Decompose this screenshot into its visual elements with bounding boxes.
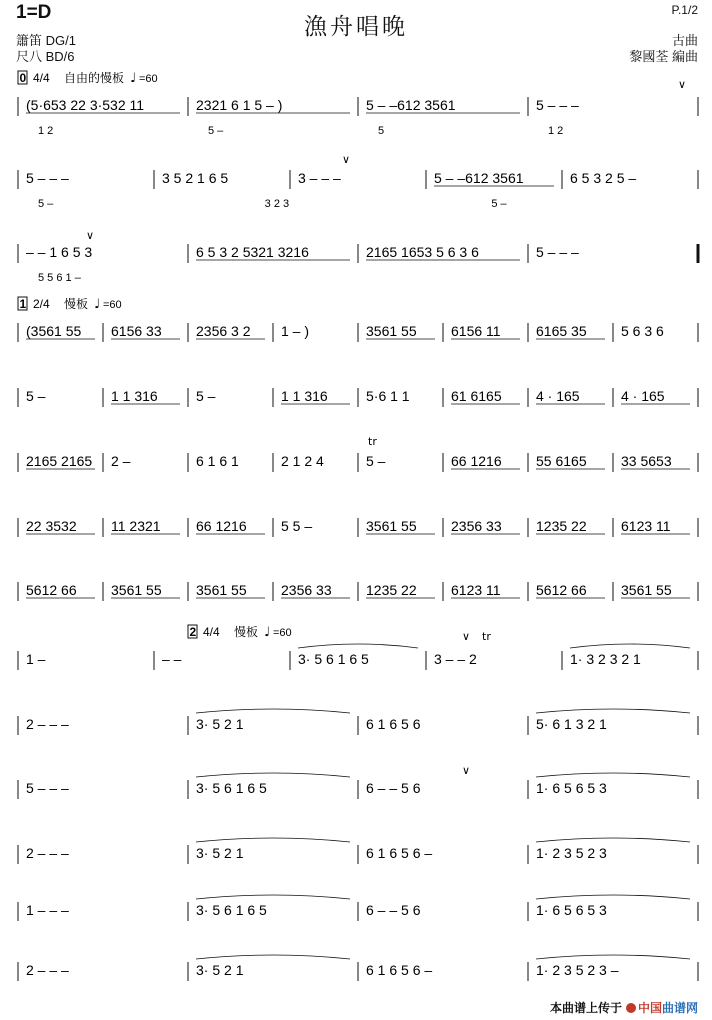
lower-voice: 1 2 [38,125,54,137]
measure-notes: 6123 11 [621,518,671,534]
section-mark: 0 [19,71,27,85]
slur [196,838,350,842]
measure-notes: 6 – – 5 6 [366,902,421,918]
measure-notes: 2356 3 2 [196,323,251,339]
page-number: P.1/2 [671,3,698,17]
measure-notes: 2 1 2 4 [281,453,324,469]
slur [536,773,690,777]
measure-notes: 1· 2 3 5 2 3 [536,845,607,861]
measure-notes: 3· 5 2 1 [196,962,244,978]
quarter-note-icon: ♩ [94,297,101,312]
measure-notes: 5 – –612 3561 [366,97,456,113]
measure-notes: 6 1 6 5 6 [366,716,421,732]
breath-mark: ∨ [462,630,471,643]
measure-notes: 3· 5 6 1 6 5 [298,651,369,667]
logo-part-2: 曲谱网 [661,1001,698,1015]
measure-notes: 3 – – 2 [434,651,477,667]
measure-notes: 6 1 6 5 6 – [366,962,433,978]
measure-notes: (3561 55 [26,323,82,339]
measure-notes: 3· 5 2 1 [196,845,244,861]
measure-notes: 3· 5 6 1 6 5 [196,902,267,918]
quarter-note-icon: ♩ [130,71,137,86]
slur [536,709,690,713]
measure-notes: 6123 11 [451,582,501,598]
measure-notes: 2356 33 [281,582,332,598]
measure-notes: 3561 55 [366,518,417,534]
measure-notes: 1 1 316 [281,388,328,404]
measure-notes: 5· 6 1 3 2 1 [536,716,607,732]
measure-notes: 66 1216 [196,518,247,534]
measure-notes: 1 – [26,651,46,667]
slur [536,838,690,842]
site-logo[interactable] [626,999,698,1016]
tempo-text: 慢板 [64,297,89,311]
lower-voice: 5 [378,125,385,137]
measure-notes: – – [162,651,182,667]
measure-notes: 5 – – – [26,170,69,186]
measure-notes: 5 – [196,388,216,404]
measure-notes: 3· 5 2 1 [196,716,244,732]
logo-part-1: 中国 [637,1001,662,1015]
measure-notes: 1 1 316 [111,388,158,404]
instrument-line-2: 尺八 BD/6 [16,49,75,64]
slur [196,709,350,713]
lower-voice: 3 2 3 [264,198,290,210]
measure-notes: 61 6165 [451,388,502,404]
measure-notes: 3 5 2 1 6 5 [162,170,229,186]
time-signature: 4/4 [203,625,220,639]
measure-notes: 2 – – – [26,716,69,732]
measure-notes: 2165 1653 5 6 3 6 [366,244,479,260]
measure-notes: – – 1 6 5 3 [26,244,93,260]
measure-notes: 5 – – – [26,780,69,796]
measure-notes: 2165 2165 [26,453,93,469]
section-mark: 2 [189,625,197,639]
slur [536,895,690,899]
time-signature: 2/4 [33,297,50,311]
measure-notes: 3561 55 [196,582,247,598]
section-mark: 1 [19,297,27,311]
measure-notes: 5612 66 [536,582,587,598]
measure-notes: 5 6 3 6 [621,323,664,339]
measure-notes: (5·653 22 3·532 11 [26,97,145,113]
measure-notes: 5 – – – [536,244,579,260]
measure-notes: 6 1 6 1 [196,453,239,469]
origin-label: 古曲 [671,33,698,48]
quarter-note-icon: ♩ [264,625,271,640]
slur [196,773,350,777]
tempo-bpm: =60 [103,299,122,311]
lower-voice: 5 – [38,198,54,210]
breath-mark: ∨ [86,229,95,242]
measure-notes: 66 1216 [451,453,502,469]
score-title: 漁舟唱晚 [304,14,408,40]
measure-notes: 22 3532 [26,518,77,534]
measure-notes: 6 5 3 2 5 – [570,170,637,186]
measure-notes: 5·6 1 1 [366,388,410,404]
logo-icon [626,1003,636,1013]
slur [298,644,418,648]
lower-voice: 5 – [491,198,507,210]
slur [536,955,690,959]
lower-voice: 5 5 6 1 – [38,272,81,284]
breath-mark: ∨ [462,764,471,777]
measure-notes: 1· 6 5 6 5 3 [536,780,607,796]
measure-notes: 33 5653 [621,453,672,469]
measure-notes: 5 5 – [281,518,313,534]
measure-notes: 3561 55 [111,582,162,598]
measure-notes: 11 2321 [111,518,161,534]
tempo-text: 慢板 [234,625,259,639]
breath-mark: ∨ [678,78,687,91]
tempo-bpm: =60 [139,73,158,85]
measure-notes: 6 1 6 5 6 – [366,845,433,861]
measure-notes: 1 – ) [281,323,310,339]
measure-notes: 2 – – – [26,962,69,978]
tempo-text: 自由的慢板 [64,71,125,85]
measure-notes: 1235 22 [366,582,417,598]
measure-notes: 5 – – – [536,97,579,113]
measure-notes: 6156 33 [111,323,162,339]
time-signature: 4/4 [33,71,50,85]
measure-notes: 5 – [26,388,46,404]
slur [196,895,350,899]
slur [196,955,350,959]
key-signature: 1=D [16,2,52,23]
measure-notes: 6 5 3 2 5321 3216 [196,244,309,260]
measure-notes: 3 – – – [298,170,341,186]
arranger-label: 黎國荃 編曲 [629,49,698,64]
trill-mark: tr [368,435,377,448]
measure-notes: 1 – – – [26,902,69,918]
instrument-line-1: 簫笛 DG/1 [16,33,76,48]
footer-text: 本曲谱上传于 [549,1001,622,1015]
measure-notes: 3561 55 [621,582,672,598]
measure-notes: 1235 22 [536,518,587,534]
measure-notes: 55 6165 [536,453,587,469]
measure-notes: 4 · 165 [621,388,665,404]
measure-notes: 6 – – 5 6 [366,780,421,796]
measure-notes: 2356 33 [451,518,502,534]
measure-notes: 1· 6 5 6 5 3 [536,902,607,918]
measure-notes: 2 – – – [26,845,69,861]
footer [550,999,698,1016]
lower-voice: 1 2 [548,125,564,137]
measure-notes: 6156 11 [451,323,501,339]
measure-notes: 3561 55 [366,323,417,339]
tempo-bpm: =60 [273,627,292,639]
measure-notes: 1· 3 2 3 2 1 [570,651,641,667]
breath-mark: ∨ [342,153,351,166]
slur [570,644,690,648]
lower-voice: 5 – [208,125,224,137]
measure-notes: 1· 2 3 5 2 3 – [536,962,619,978]
measure-notes: 5 – [366,453,386,469]
measure-notes: 2321 6 1 5 – ) [196,97,283,113]
measure-notes: 2 – [111,453,131,469]
measure-notes: 5 – –612 3561 [434,170,524,186]
measure-notes: 5612 66 [26,582,77,598]
measure-notes: 4 · 165 [536,388,580,404]
trill-mark: tr [482,630,491,643]
measure-notes: 3· 5 6 1 6 5 [196,780,267,796]
measure-notes: 6165 35 [536,323,587,339]
